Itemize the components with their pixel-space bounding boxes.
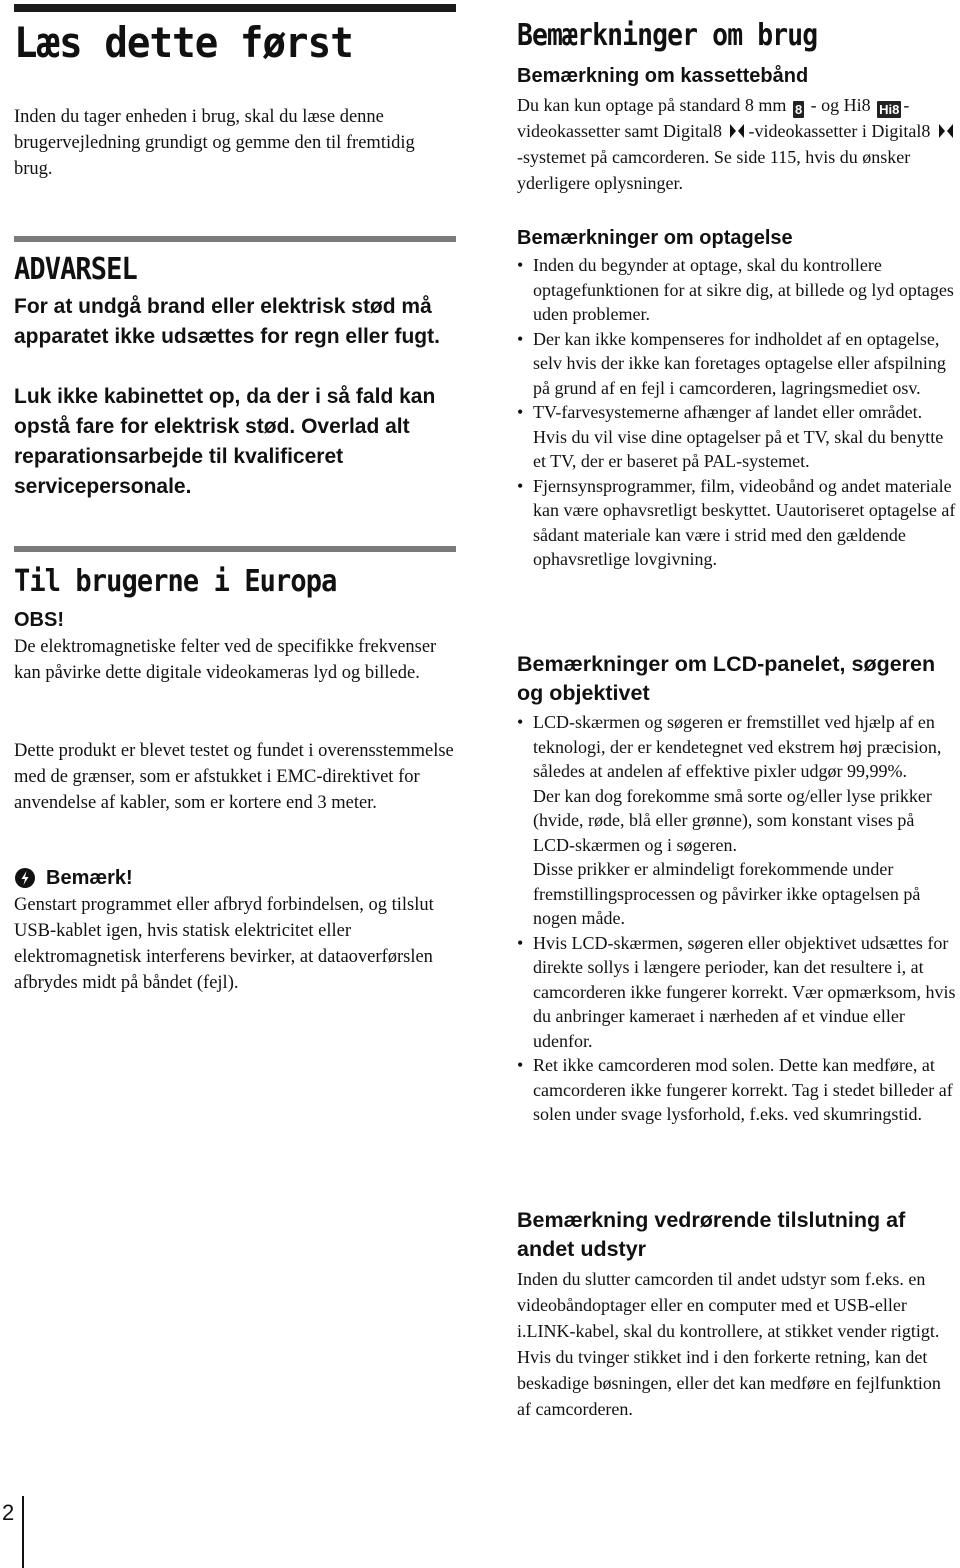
- connect-heading: Bemærkning vedrørende tilslutning af andet udstyr: [517, 1208, 906, 1261]
- cassette-text: [517, 92, 957, 196]
- note-text: Genstart programmet eller afbryd forbindelsen, og tilslut USB-kablet igen, hvis statisk elektricitet eller elektromagnetisk interferens bevirker, at dataoverførslen afbrydes midt på båndet (fejl).: [14, 895, 434, 993]
- connect-text: Inden du slutter camcorden til andet udstyr som f.eks. en videobåndoptager eller en computer med et USB-eller i.LINK-kabel, skal du kontrollere, at stikket vender rigtigt. Hvis du tvinger stikket ind i den forkerte retning, kan det beskadige bøsningen, eller det kan medføre en fejlfunktion af camcorderen.: [517, 1269, 941, 1419]
- warning-rule: [14, 236, 456, 242]
- digital8-icon: [937, 122, 955, 140]
- list-item: • Der kan ikke kompenseres for indholdet af en optagelse, selv hvis der ikke kan foretages optagelse eller afspilning på grund af en fejl i camcorderen, lagringsmediet osv.: [517, 327, 957, 401]
- intro-text: Inden du tager enheden i brug, skal du læse denne brugervejledning grundigt og gemme den til fremtidig brug.: [14, 107, 415, 179]
- cassette-heading: Bemærkning om kassettebånd: [517, 65, 809, 87]
- list-item: [517, 710, 957, 931]
- lcd-item-subtext: Der kan dog forekomme små sorte og/eller lyse prikker (hvide, røde, blå eller grønne), som konstant vises på LCD-skærmen og i søgeren.: [533, 785, 932, 855]
- note-header: [14, 864, 133, 892]
- cassette-text-part: Du kan kun optage på standard 8 mm: [517, 95, 787, 115]
- europe-title: Til brugerne i Europa: [14, 564, 337, 599]
- list-item: • Hvis LCD-skærmen, søgeren eller objektivet udsættes for direkte sollys i længere perioder, kan det resultere i, at camcorderen ikke fungerer korrekt. Vær opmærksom, hvis du anbringer kameraet i nærheden af et vindue eller udenfor.: [517, 931, 957, 1054]
- list-item: • Inden du begynder at optage, skal du kontrollere optagefunktionen for at sikre dig, at billede og lyd optages uden problemer.: [517, 253, 957, 327]
- page-number-bar: [22, 1496, 24, 1568]
- lcd-item-text: LCD-skærmen og søgeren er fremstillet ved hjælp af en teknologi, der er kendetegnet ved ekstrem høj præcision, således at andelen af effektive pixler udgør 99,99%.: [533, 712, 942, 781]
- format-8mm-icon: 8: [794, 102, 803, 117]
- list-item: • TV-farvesystemerne afhænger af landet eller området. Hvis du vil vise dine optagelser på et TV, skal du benytte et TV, der er baseret på PAL-systemet.: [517, 400, 957, 474]
- list-item: • Ret ikke camcorderen mod solen. Dette kan medføre, at camcorderen ikke fungerer korrekt. Tag i stedet billeder af solen under svage lysforhold, f.eks. ved skumringstid.: [517, 1053, 957, 1127]
- emc-text: Dette produkt er blevet testet og fundet i overensstemmelse med de grænser, som er afstukket i EMC-direktivet for anvendelse af kabler, som er kortere end 3 meter.: [14, 741, 454, 813]
- cassette-text-part: - og Hi8: [810, 95, 871, 115]
- digital8-icon: [728, 122, 746, 140]
- note-icon: [14, 867, 36, 889]
- recording-heading: Bemærkninger om optagelse: [517, 227, 793, 249]
- note-label: Bemærk!: [46, 867, 133, 889]
- lcd-item-subtext: Disse prikker er almindeligt forekommende under fremstillingsprocessen og påvirker ikke optagelsen på nogen måde.: [533, 859, 921, 928]
- cassette-text-part: -videokassetter i Digital8: [748, 121, 931, 141]
- obs-text: De elektromagnetiske felter ved de specifikke frekvenser kan påvirke dette digitale videokameras lyd og billede.: [14, 637, 437, 683]
- list-item: • Fjernsynsprogrammer, film, videobånd og andet materiale kan være ophavsretligt beskyttet. Uautoriseret optagelse af sådant materiale kan være i strid med den gældende ophavsretlige lovgivning.: [517, 474, 957, 572]
- page-title: Læs dette først: [14, 18, 353, 67]
- obs-label: OBS!: [14, 609, 64, 631]
- usage-title: Bemærkninger om brug: [517, 18, 818, 53]
- page-number: 2: [2, 1500, 15, 1525]
- cassette-text-part: -systemet på camcorderen. Se side 115, hvis du ønsker yderligere oplysninger.: [517, 147, 911, 193]
- lcd-heading: Bemærkninger om LCD-panelet, søgeren og objektivet: [517, 652, 936, 705]
- warning-text-2: Luk ikke kabinettet op, da der i så fald kan opstå fare for elektrisk stød. Overlad alt reparationsarbejde til kvalificeret servicepersonale.: [14, 385, 436, 498]
- warning-title: ADVARSEL: [14, 252, 137, 287]
- warning-text-1: For at undgå brand eller elektrisk stød må apparatet ikke udsættes for regn eller fugt.: [14, 295, 440, 348]
- format-hi8-icon: Hi8: [879, 102, 900, 117]
- europe-rule: [14, 546, 456, 552]
- recording-list: [517, 253, 957, 572]
- title-rule: [14, 4, 456, 12]
- cassette-text-part: -videokassetter samt Digital8: [517, 95, 910, 141]
- lcd-list: [517, 710, 957, 1127]
